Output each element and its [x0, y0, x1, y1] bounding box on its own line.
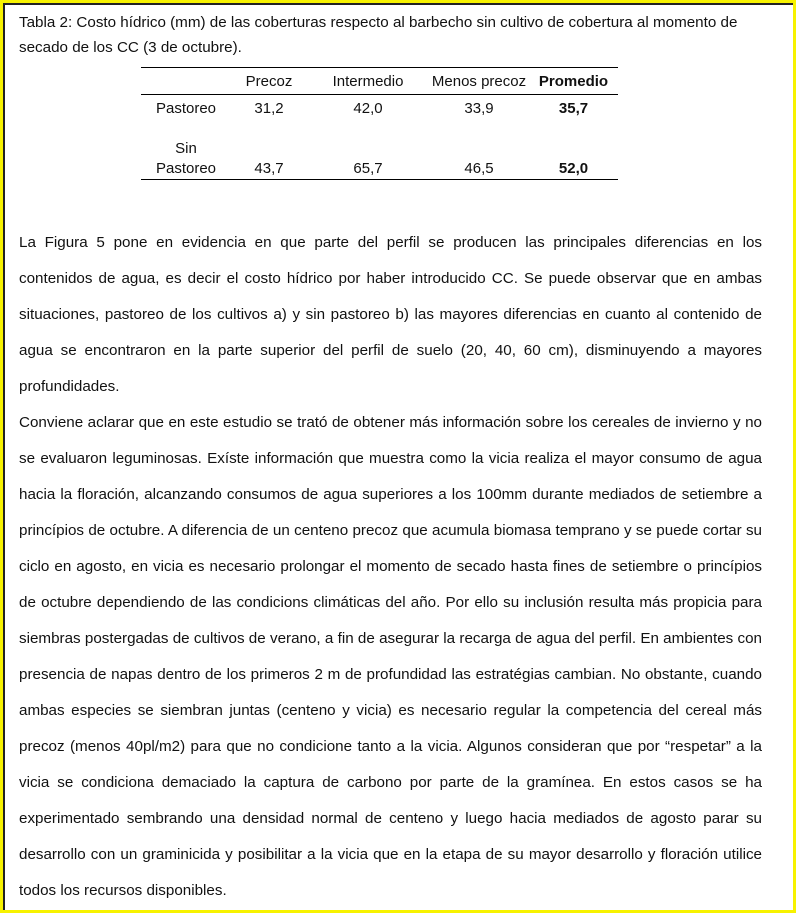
row-label [141, 121, 231, 180]
header-precoz: Precoz [231, 68, 307, 95]
paragraph-2: Conviene aclarar que en este estudio se trató de obtener más información sobre los cereales de invierno y no se evaluaron leguminosas. Exíste información que muestra como la vicia realiza el mayor consumo de agua hacia la floración, alcanzando consumos de agua superiores a los 100mm durante mediados de setiembre a princípios de octubre. A diferencia de un centeno precoz que acumula biomasa temprano y se puede cortar su ciclo en agosto, en vicia es necesario prolongar el momento de secado hasta fines de setiembre o princípios de octubre dependiendo de las condicions climáticas del año. Por ello su inclusión resulta más propicia para siembras postergadas de cultivos de verano, a fin de asegurar la recarga de agua del perfil. En ambientes con presencia de napas dentro de los primeros 2 m de profundidad las estratégias cambian. No obstante, cuando ambas especies se siembran juntas (centeno y vicia) es necesario regular la competencia del cereal más precoz (menos 40pl/m2) para que no condicione tanto a la vicia. Algunos consideran que por “respetar” a la vicia se condiciona demaciado la captura de carbono por parte de la gramínea. En estos casos se ha experimentado sembrando una densidad normal de centeno y luego hacia mediados de agosto parar su desarrollo con un graminicida y posibilitar a la vicia que en la etapa de su mayor desarrollo y floración utilice todos los recursos disponibles. [19, 414, 762, 899]
row-label-line1: Sin [175, 140, 197, 157]
header-empty [141, 68, 231, 95]
table-cell: 65,7 [307, 121, 429, 180]
table-row [141, 121, 618, 180]
table-cell: 43,7 [231, 121, 307, 180]
table-cell: 46,5 [429, 121, 529, 180]
table-cell: 31,2 [254, 99, 284, 117]
table-caption: Tabla 2: Costo hídrico (mm) de las coberturas respecto al barbecho sin cultivo de cobertura al momento de secado de los CC (3 de octubre). [19, 14, 738, 56]
caption-block [19, 10, 763, 60]
paragraph-1: La Figura 5 pone en evidencia en que parte del perfil se producen las principales diferencias en los contenidos de agua, es decir el costo hídrico por haber introducido CC. Se puede observar que en ambas situaciones, pastoreo de los cultivos a) y sin pastoreo b) las mayores diferencias en cuanto al contenido de agua se encontraron en la parte superior del perfil de suelo (20, 40, 60 cm), disminuyendo a mayores profundidades. [19, 234, 762, 395]
table-header-row [141, 68, 618, 95]
header-intermedio: Intermedio [307, 68, 429, 95]
table-cell-average: 35,7 [558, 99, 589, 117]
header-promedio: Promedio [529, 68, 618, 95]
header-menos-precoz: Menos precoz [429, 68, 529, 95]
table-cell-average: 52,0 [529, 121, 618, 180]
data-table [141, 67, 618, 180]
table-cell: 33,9 [464, 99, 494, 117]
table-row [141, 95, 618, 122]
row-label: Pastoreo [155, 99, 217, 117]
table-cell: 42,0 [353, 99, 383, 117]
row-label-line2: Pastoreo [155, 160, 217, 177]
